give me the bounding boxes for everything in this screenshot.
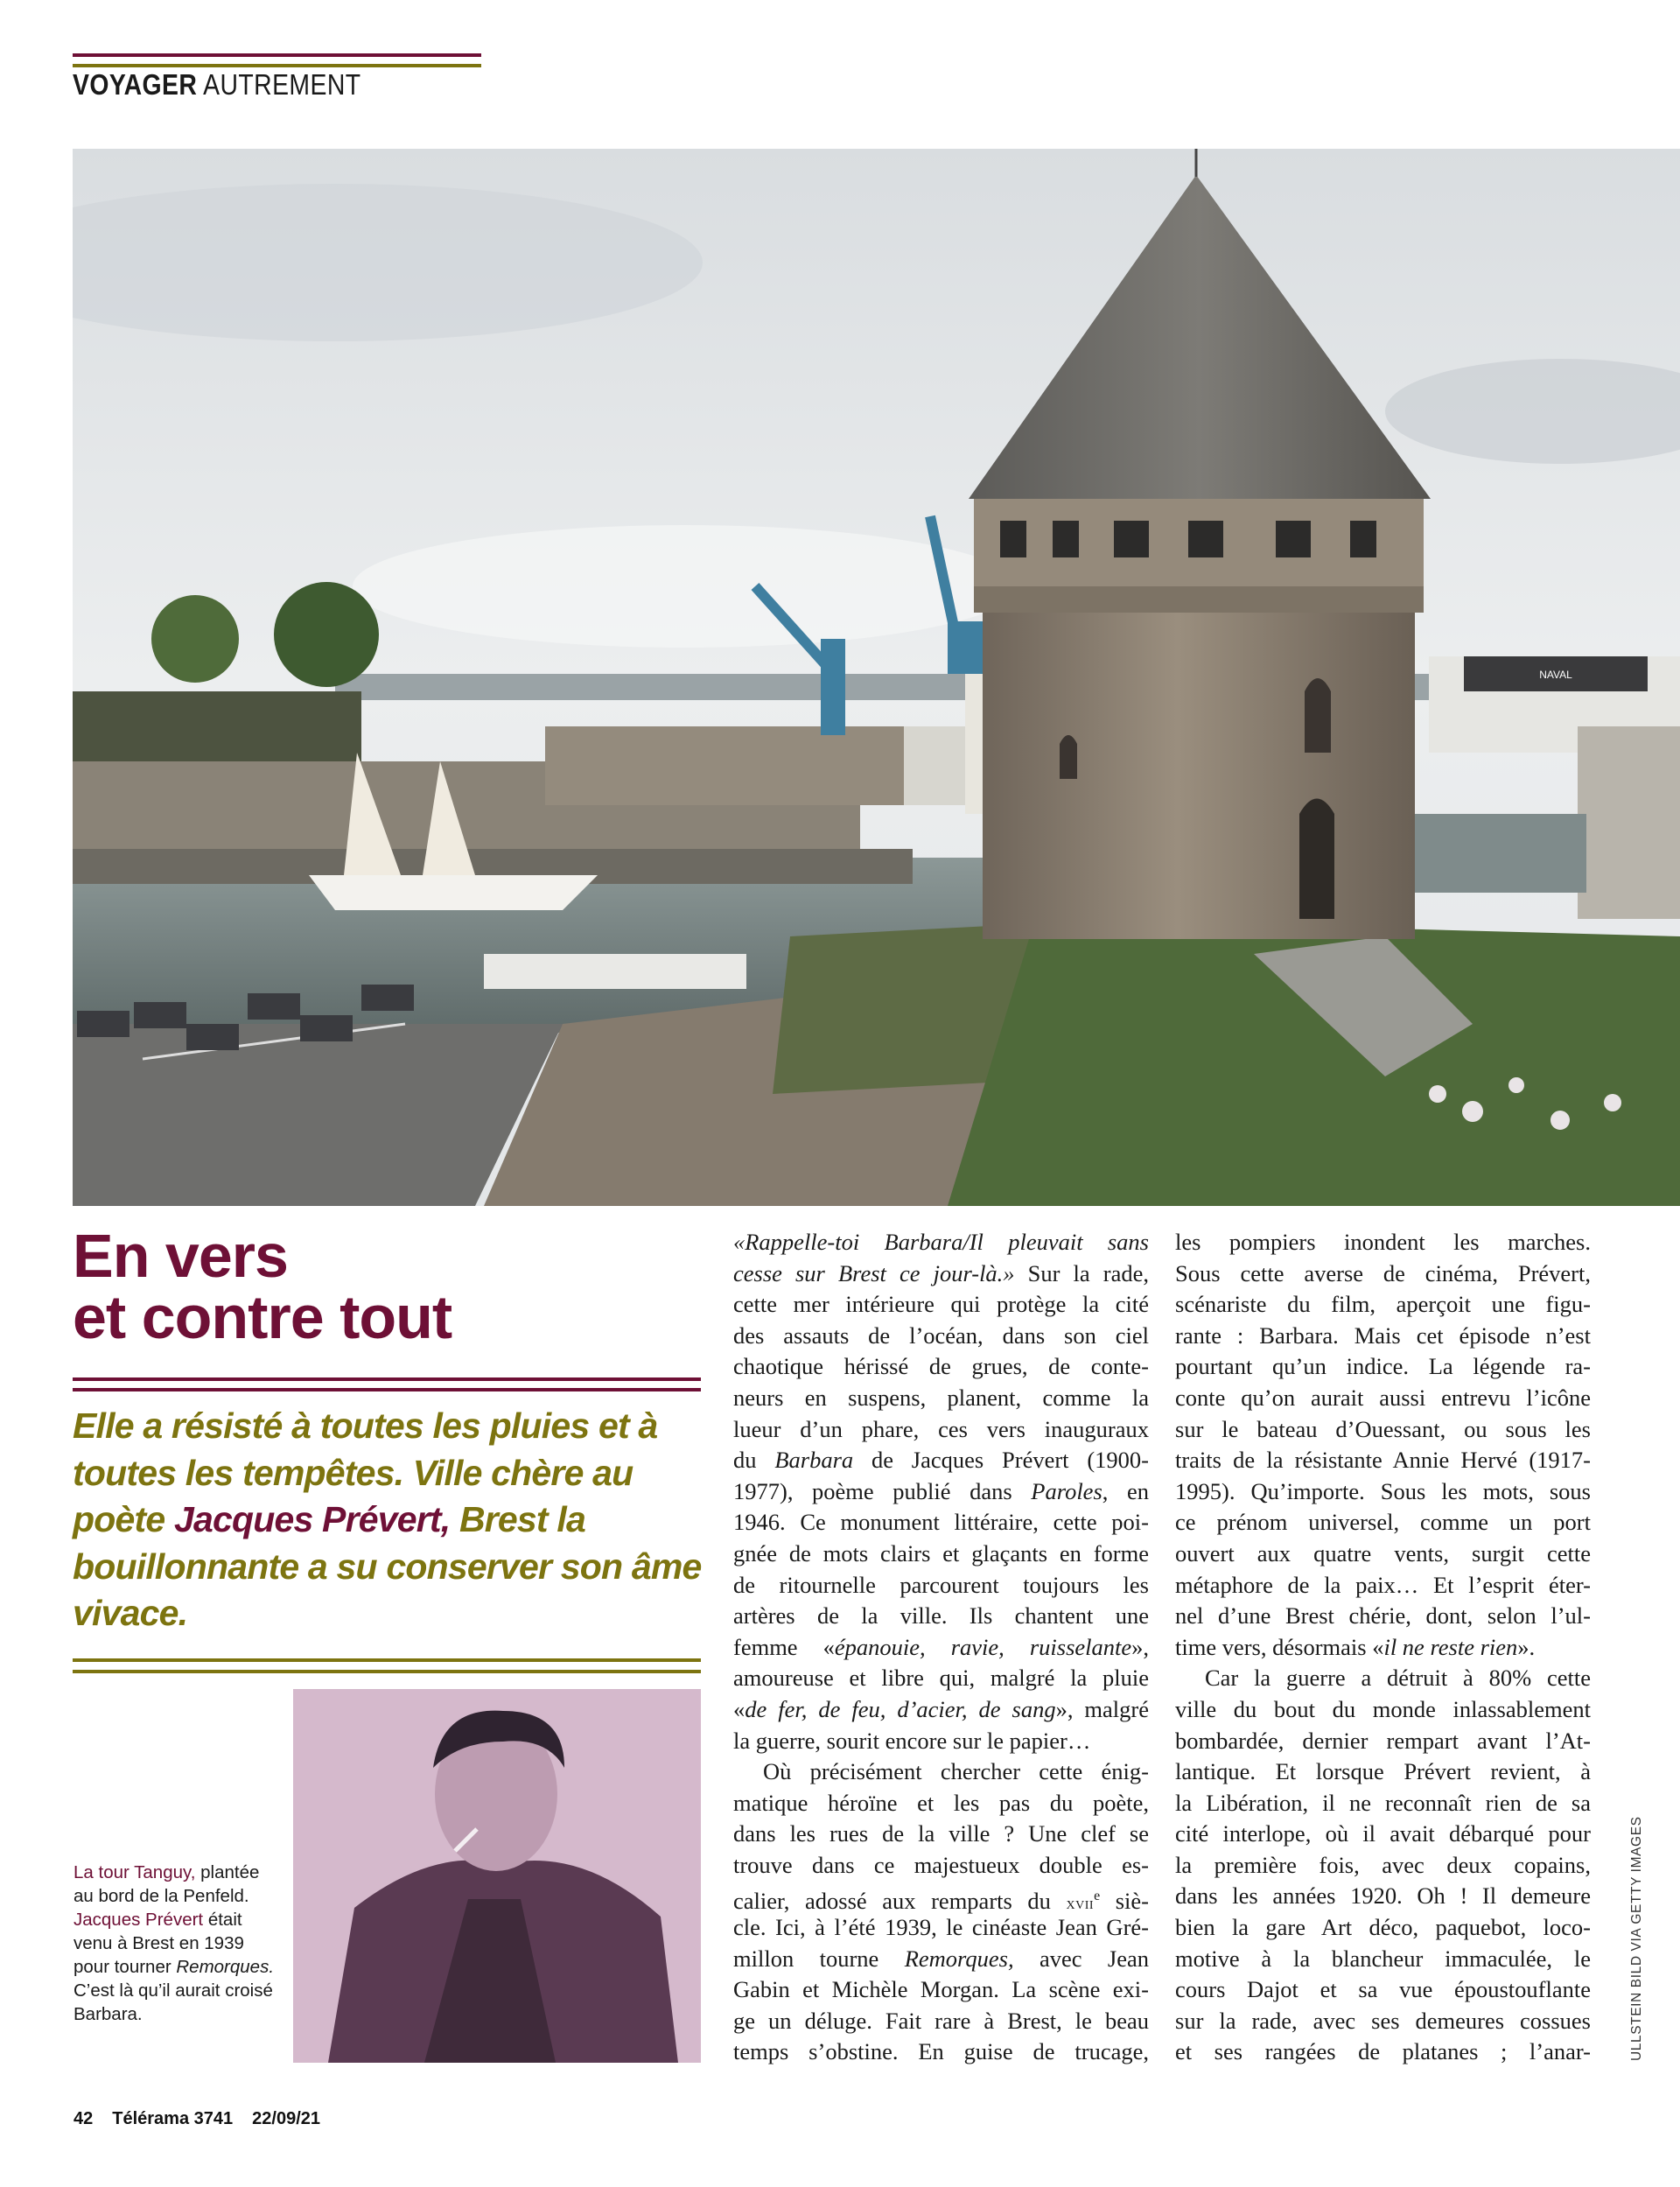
text-segment: et ses rangées de platanes ; l’anar- [1175,2038,1591,2065]
text-line [1175,1539,1591,1570]
text-segment: cle. Ici, à l’été 1939, le cinéaste Jean Gré- [733,1914,1149,1941]
text-line [1175,1912,1591,1944]
text-line [1175,2036,1591,2068]
text-line [733,1819,1149,1850]
text-segment: calier, adossé aux remparts du [733,1888,1067,1915]
text-line [1175,1881,1591,1912]
text-line [1175,1974,1591,2006]
text-segment: Car la guerre a détruit à 80% cette [1205,1665,1591,1692]
text-segment: nel d’une Brest chérie, dont, selon l’ul- [1175,1602,1591,1630]
text-segment: lantique. Et lorsque Prévert revient, à [1175,1758,1591,1785]
article-deck [73,1403,703,1637]
text-segment: ge un déluge. Fait rare à Brest, le beau [733,2007,1149,2034]
text-line [1175,1258,1591,1290]
text-segment: ville du bout du monde inlassablement [1175,1695,1591,1722]
text-line [733,1321,1149,1352]
text-segment: Paroles [1031,1477,1102,1504]
text-line [733,1756,1149,1788]
top-rule-olive [73,64,481,67]
text-segment: temps s’obstine. En guise de trucage, [733,2038,1149,2065]
issue-date: 22/09/21 [252,2109,320,2128]
text-line [1175,1944,1591,1975]
title-rule-2 [73,1388,701,1391]
text-segment: scénariste du film, aperçoit une figu- [1175,1291,1591,1318]
text-line [733,1974,1149,2006]
portrait-jacques-prevert [293,1689,701,2063]
text-line [733,1383,1149,1414]
text-segment: 1946. Ce monument littéraire, cette poi- [733,1509,1149,1536]
text-segment: avec Jean [1013,1945,1149,1972]
text-line [1175,1321,1591,1352]
text-segment: Où précisément chercher cette énig- [763,1758,1149,1785]
text-segment: la guerre, sourit encore sur le papier… [733,1727,1091,1754]
text-segment: , en [1102,1477,1149,1504]
text-segment: traits de la résistante Annie Hervé (1917- [1175,1447,1591,1474]
text-line [733,1414,1149,1446]
caption-film-title: Remorques. [176,1957,275,1977]
text-line [1175,1227,1591,1258]
text-segment: épanouie, ravie, ruisselante [834,1633,1132,1660]
text-line [1175,1819,1591,1850]
text-segment: lueur d’un phare, ces vers inauguraux [733,1415,1149,1442]
deck-rule-1 [73,1658,701,1662]
text-line [733,1850,1149,1882]
text-line [1175,1507,1591,1539]
text-segment: de fer, de feu, d’acier, de sang [745,1695,1056,1722]
text-segment: «Rappelle-toi Barbara/Il pleuvait sans [733,1229,1149,1255]
text-line [1175,1694,1591,1726]
text-segment: sur la rade, avec ses demeures cossues [1175,2007,1591,2034]
text-segment: », [1131,1633,1150,1660]
text-segment: matique héroïne et les pas du poète, [733,1789,1149,1816]
text-line [733,1539,1149,1570]
text-segment: bombardée, dernier rempart avant l’At- [1175,1727,1591,1754]
text-segment: Barbara [774,1447,854,1474]
text-segment: ce prénom universel, comme un port [1175,1509,1591,1536]
text-line [1175,1476,1591,1508]
text-segment: 1977), poème publié dans [733,1477,1032,1504]
text-segment: rante : Barbara. Mais cet épisode n’est [1175,1321,1591,1349]
text-segment: du [733,1447,775,1474]
text-segment: pourtant qu’un indice. La légende ra- [1175,1353,1591,1380]
caption-highlight-2: Jacques Prévert [74,1910,204,1930]
text-segment: métaphore de la paix… Et l’esprit éter- [1175,1571,1591,1598]
deck-rule-2 [73,1670,701,1673]
text-segment: amoureuse et libre qui, malgré la pluie [733,1665,1149,1692]
text-line [1175,1788,1591,1819]
section-rubric [73,68,361,102]
text-line [733,1476,1149,1508]
caption-highlight-1: La tour Tanguy, [74,1862,196,1882]
text-segment: cesse sur Brest ce jour-là.» [733,1259,1015,1286]
text-segment: dans les rues de la ville ? Une clef se [733,1820,1149,1847]
hero-photo-tour-tanguy [73,149,1680,1206]
article-column-1 [733,1227,1149,2068]
text-segment: Gabin et Michèle Morgan. La scène exi- [733,1976,1149,2003]
text-line [1175,1850,1591,1882]
text-line [733,1726,1149,1757]
text-segment: les pompiers inondent les marches. [1175,1229,1591,1255]
text-segment: dans les années 1920. Oh ! Il demeure [1175,1882,1591,1910]
text-line [733,1912,1149,1944]
text-segment: bien la gare Art déco, paquebot, loco- [1175,1914,1591,1941]
caption-text-2: était venu à Brest en 1939 pour tourner [74,1910,244,1977]
text-segment: cité interlope, où il avait débarqué pour [1175,1820,1591,1847]
text-line [733,1507,1149,1539]
text-line [1175,2006,1591,2037]
text-segment: neurs en suspens, planent, comme la [733,1384,1149,1411]
text-line [733,1289,1149,1321]
text-segment: chaotique hérissé de grues, de conte- [733,1353,1149,1380]
text-line [1175,1414,1591,1446]
text-line [733,1351,1149,1383]
text-segment: de ritournelle parcourent toujours les [733,1571,1149,1598]
caption-text-3: C’est là qu’il aurait croisé Barbara. [74,1980,273,2024]
photo-credit: ULLSTEIN BILD VIA GETTY IMAGES [1629,1816,1644,2061]
title-line-2: et contre tout [73,1283,452,1351]
text-line [1175,1726,1591,1757]
top-rule-maroon [73,53,481,57]
magazine-issue: Télérama 3741 [112,2109,234,2128]
text-line [733,1258,1149,1290]
caption-text-1: plantée au bord de la Penfeld. [74,1862,260,1906]
text-segment: trouve dans ce majestueux double es- [733,1851,1149,1878]
article-column-2 [1175,1227,1591,2068]
text-segment: artères de la ville. Ils chantent une [733,1602,1149,1630]
photo-building-sign: NAVAL [1539,669,1572,681]
text-segment: siè- [1100,1888,1150,1915]
text-segment: cette mer intérieure qui protège la cité [733,1291,1149,1318]
text-line [733,1570,1149,1602]
text-segment: sur le bateau d’Ouessant, ou sous les [1175,1415,1591,1442]
text-segment: la première fois, avec deux copains, [1175,1851,1591,1878]
deck-text: Elle a résisté à toutes les pluies et à toutes les tempêtes. Ville chère au poète [73,1405,658,1539]
text-segment: ouvert aux quatre vents, surgit cette [1175,1539,1591,1567]
text-segment: », malgré [1055,1695,1150,1722]
text-line [1175,1570,1591,1602]
text-line [733,2006,1149,2037]
text-line [733,1445,1149,1476]
title-line-1: En vers [73,1222,288,1290]
text-segment: de Jacques Prévert (1900- [853,1447,1149,1474]
page-number: 42 [74,2109,94,2128]
text-segment: Sous cette averse de cinéma, Prévert, [1175,1259,1591,1286]
text-line [733,2036,1149,2068]
text-line [1175,1663,1591,1694]
text-line [733,1632,1149,1664]
rubric-bold: VOYAGER [73,68,198,101]
text-segment: Sur la rade, [1014,1259,1149,1286]
text-line [1175,1289,1591,1321]
text-segment: ». [1517,1633,1536,1660]
text-segment: « [733,1695,746,1722]
text-segment: motive à la blancheur immaculée, le [1175,1945,1591,1972]
text-segment: xvii [1066,1894,1095,1914]
deck-highlight-name: Jacques Prévert, [173,1499,451,1539]
text-line [733,1663,1149,1694]
text-segment: conte qu’on aurait aussi entrevu l’icône [1175,1384,1591,1411]
text-line [733,1227,1149,1258]
text-line [733,1881,1150,1915]
text-line [1175,1383,1591,1414]
text-segment: la Libération, il ne reconnaît rien de sa [1175,1789,1591,1816]
deck-text-end: Brest la bouillonnante a su conserver son âme vivace. [73,1499,702,1633]
article-title [73,1222,452,1351]
text-line [1175,1445,1591,1476]
text-segment: 1995). Qu’importe. Sous les mots, sous [1175,1477,1591,1504]
text-segment: e [1094,1889,1101,1904]
text-line [733,1944,1149,1975]
photo-caption [74,1861,284,2026]
text-segment: cours Dajot et sa vue époustouflante [1175,1976,1591,2003]
rubric-light: AUTREMENT [203,68,361,101]
text-line [1175,1756,1591,1788]
text-line [1175,1601,1591,1632]
title-rule-1 [73,1377,701,1381]
text-segment: millon tourne [733,1945,905,1972]
page-footer [74,2109,340,2129]
text-line [1175,1351,1591,1383]
text-line [733,1694,1149,1726]
text-segment: Remorques, [904,1945,1014,1972]
text-segment: gnée de mots clairs et glaçants en forme [733,1539,1149,1567]
text-segment: femme « [733,1633,835,1660]
text-segment: il ne reste rien [1383,1633,1518,1660]
text-segment: time vers, désormais « [1175,1633,1384,1660]
text-line [733,1601,1149,1632]
text-segment: des assauts de l’océan, dans son ciel [733,1321,1149,1349]
text-line [733,1788,1149,1819]
text-line [1175,1632,1591,1664]
